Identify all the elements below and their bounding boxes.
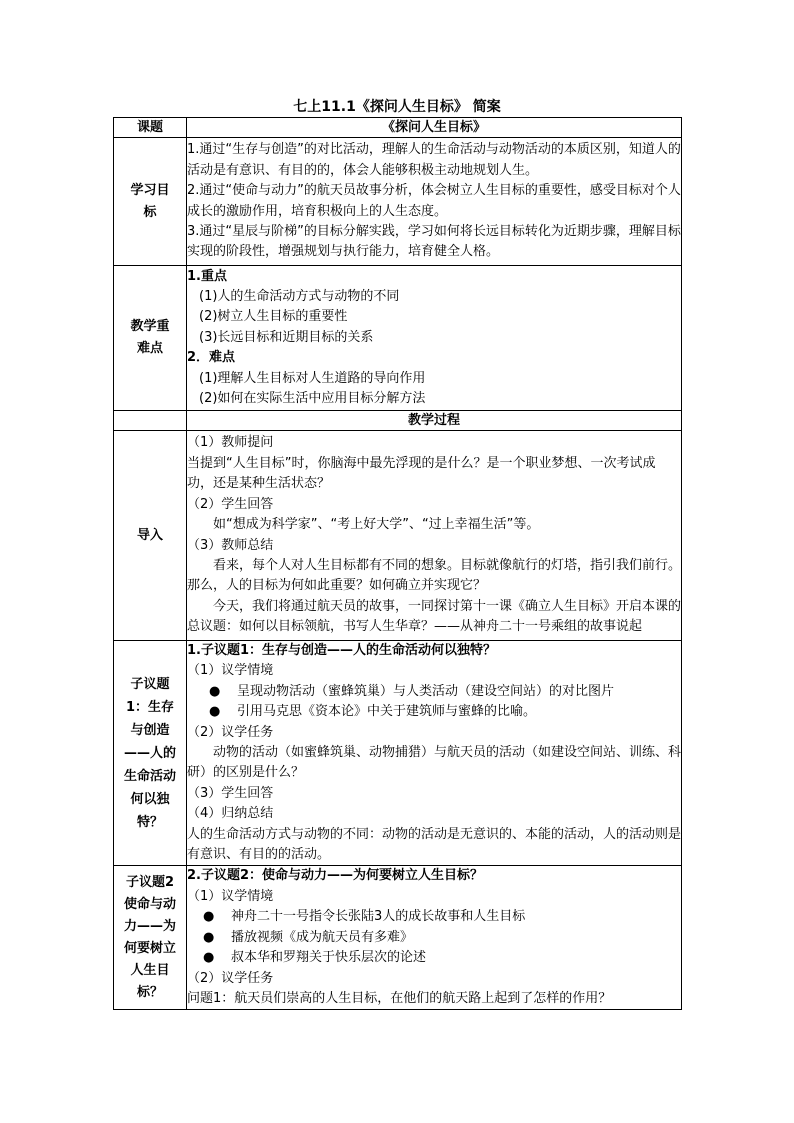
goal-item-2: 2.通过“使命与动力”的航天员故事分析，体会树立人生目标的重要性，感受目标对个人成长的激励作用，培育积极向上的人生态度。: [187, 183, 681, 219]
difficulty-item-1: (1)理解人生目标对人生道路的导向作用: [199, 370, 426, 386]
intro-content: [187, 431, 682, 641]
table-row-subtopic-1: [114, 641, 682, 866]
subtopic-1-label: 子议题1：生存与创造——人的生命活动何以独特？: [123, 676, 176, 830]
subtopic-2-heading: 2.子议题2：使命与动力——为何要树立人生目标？: [187, 868, 484, 884]
goal-item-3: 3.通过“星辰与阶梯”的目标分解实践，学习如何将长远目标转化为近期步骤，理解目标实现的阶段性，增强规划与执行能力，培育健全人格。: [187, 223, 681, 260]
document-title: 七上11.1《探问人生目标》 简案: [293, 99, 501, 115]
list-item: [187, 948, 681, 968]
table-row-subtopic-2: [114, 866, 682, 1010]
list-item: [187, 682, 681, 702]
bullet-icon: ●: [209, 683, 221, 699]
topic-value: 《探问人生目标》: [187, 118, 682, 138]
bullet-icon: ●: [203, 909, 215, 925]
intro-step-3-text-1: 看来，每个人对人生目标都有不同的想象。目标就像航行的灯塔，指引我们前行。那么，人的目标为何如此重要？如何确立并实现它？: [187, 557, 682, 594]
intro-step-3-text-2: 今天，我们将通过航天员的故事，一同探讨第十一课《确立人生目标》开启本课的总议题：如何以目标领航，书写人生华章？——从神舟二十一号乘组的故事说起: [187, 598, 682, 635]
subtopic-1-bullet-1: 呈现动物活动（蜜蜂筑巢）与人类活动（建设空间站）的对比图片: [237, 683, 615, 699]
bullet-icon: ●: [203, 950, 215, 966]
goals-content: [187, 138, 682, 266]
subtopic-2-task-heading: （2）议学任务: [187, 970, 274, 986]
subtopic-1-answer-heading: （3）学生回答: [187, 785, 274, 801]
subtopic-2-scenario-heading: （1）议学情境: [187, 888, 274, 904]
intro-step-2-heading: （2）学生回答: [187, 496, 274, 512]
table-row-intro: [114, 431, 682, 641]
subtopic-2-bullet-1: 神舟二十一号指令长张陆3人的成长故事和人生目标: [231, 909, 526, 925]
table-row-goals: [114, 138, 682, 266]
intro-step-2-text: 如“想成为科学家”、“考上好大学”、“过上幸福生活”等。: [213, 517, 540, 533]
subtopic-1-bullet-2: 引用马克思《资本论》中关于建筑师与蜜蜂的比喻。: [237, 704, 537, 720]
difficulty-heading: 2．难点: [187, 350, 236, 366]
key-item-3: (3)长远目标和近期目标的关系: [199, 329, 374, 345]
bullet-icon: ●: [203, 929, 215, 945]
subtopic-1-summary-text: 人的生命活动方式与动物的不同：动物的活动是无意识的、本能的活动，人的活动则是有意识、有目的的活动。: [187, 826, 682, 863]
keypoints-label: 教学重难点: [130, 319, 170, 356]
table-row-topic: [114, 118, 682, 138]
subtopic-2-label: 子议题2使命与动力——为何要树立人生目标？: [123, 874, 176, 1000]
subtopic-1-task-text: 动物的活动（如蜜蜂筑巢、动物捕猎）与航天员的活动（如建设空间站、训练、科研）的区别是什么？: [187, 745, 682, 781]
intro-label: 导入: [114, 431, 187, 641]
key-item-2: (2)树立人生目标的重要性: [199, 309, 348, 325]
lesson-plan-table: [113, 117, 682, 1010]
table-row-keypoints: [114, 266, 682, 411]
subtopic-1-summary-heading: （4）归纳总结: [187, 806, 274, 822]
subtopic-1-task-heading: （2）议学任务: [187, 724, 274, 740]
subtopic-1-content: [187, 641, 682, 866]
subtopic-2-bullet-2: 播放视频《成为航天员有多难》: [231, 929, 414, 945]
table-row-process-heading: [114, 411, 682, 431]
key-item-1: (1)人的生命活动方式与动物的不同: [199, 288, 400, 304]
key-heading: 1.重点: [187, 268, 227, 284]
subtopic-2-bullet-3: 叔本华和罗翔关于快乐层次的论述: [231, 950, 427, 966]
topic-label: 课题: [114, 118, 187, 138]
keypoints-content: [187, 266, 682, 411]
goals-label: 学习目标: [130, 182, 170, 220]
intro-step-1-heading: （1）教师提问: [187, 435, 274, 451]
list-item: [187, 907, 681, 927]
list-item: [187, 928, 681, 948]
subtopic-2-question-1: 问题1：航天员们崇高的人生目标，在他们的航天路上起到了怎样的作用？: [187, 990, 612, 1006]
bullet-icon: ●: [209, 704, 221, 720]
list-item: [187, 702, 681, 722]
subtopic-1-scenario-heading: （1）议学情境: [187, 663, 274, 679]
process-heading: 教学过程: [187, 411, 682, 431]
subtopic-1-heading: 1.子议题1：生存与创造——人的生命活动何以独特？: [187, 643, 497, 658]
subtopic-2-content: [187, 866, 682, 1010]
intro-step-1-text: 当提到“人生目标”时，你脑海中最先浮现的是什么？是一个职业梦想、一次考试成功，还是某种生活状态？: [187, 455, 656, 492]
difficulty-item-2: (2)如何在实际生活中应用目标分解方法: [199, 391, 426, 407]
intro-step-3-heading: （3）教师总结: [187, 537, 274, 553]
goal-item-1: 1.通过“生存与创造”的对比活动，理解人的生命活动与动物活动的本质区别，知道人的活动是有意识、有目的的，体会人能够积极主动地规划人生。: [187, 142, 681, 178]
